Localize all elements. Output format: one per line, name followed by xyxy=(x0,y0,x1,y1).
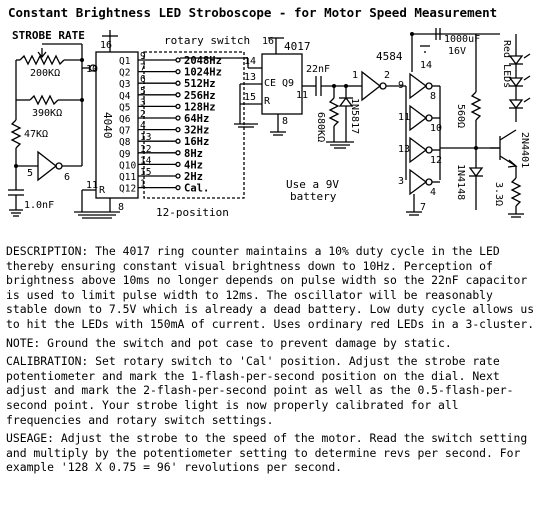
usage-paragraph: USEAGE: Adjust the strobe to the speed of the motor. Read the switch setting and multiply by the potentiometer setting to determine revs per second. For example '128 X 0.75 = 96' revolutions per second. xyxy=(6,431,528,475)
chip-4040-pin10: 10 xyxy=(86,64,99,75)
freq-label: 256Hz xyxy=(184,89,216,102)
chip-4017-ce: CE xyxy=(264,78,277,89)
pot-label: 200KΩ xyxy=(30,68,61,79)
description-text xyxy=(6,244,536,479)
q-label: Q2 xyxy=(119,67,131,79)
q-pin: 9 xyxy=(140,51,146,62)
switch-contact[interactable] xyxy=(176,104,180,108)
oscillator-inverter xyxy=(16,152,82,180)
buffer-gate xyxy=(410,74,426,98)
switch-contact[interactable] xyxy=(176,81,180,85)
freq-label: 128Hz xyxy=(184,101,216,114)
chip-4017-label: 4017 xyxy=(284,40,311,53)
buffer-in-pin: 13 xyxy=(398,144,411,155)
buffer-out-pin: 12 xyxy=(430,155,443,166)
buffer-pin14: 14 xyxy=(420,60,433,71)
q-pin: 5 xyxy=(140,85,146,97)
switch-contact[interactable] xyxy=(176,151,180,155)
chip-4040-outputs xyxy=(119,51,238,195)
battery-label-2: battery xyxy=(290,190,337,203)
freq-label: 16Hz xyxy=(184,136,210,149)
freq-label: 512Hz xyxy=(184,78,216,91)
resistor-560 xyxy=(472,34,480,148)
q-pin: 4 xyxy=(140,120,146,132)
inv2-pin-1: 1 xyxy=(352,70,359,81)
led-ray xyxy=(524,76,530,80)
buffer-out-pin: 8 xyxy=(430,91,437,102)
r390-label: 390KΩ xyxy=(32,108,63,119)
q-label: Q10 xyxy=(119,160,137,172)
q-pin: 1 xyxy=(140,178,146,190)
diode-1n4148 xyxy=(469,148,483,210)
chip-4040-r: R xyxy=(99,185,106,196)
buffer-gate xyxy=(410,170,426,194)
description-paragraph: DESCRIPTION: The 4017 ring counter maintains a 10% duty cycle in the LED thereby ensuring constant visual brightness down to 10Hz. Perception of brightness above 10ms no longer depends on pulse width so the 22nF capacitor is used to limit pulse width to 12ms. The oscillator will be reasonably stable down to 7.5V which is already a dead battery. Low duty cycle allows us to hit the LEDs with 150mA of current. Uses ordinary red LEDs in a 3-cluster. xyxy=(6,244,535,331)
capacitor-1nf xyxy=(8,190,24,216)
cap1000-label: 1000uF xyxy=(444,34,481,45)
switch-contact[interactable] xyxy=(176,139,180,143)
r3-label: 3.3Ω xyxy=(493,182,504,207)
freq-label: 2Hz xyxy=(184,171,203,183)
inv-pin-5: 5 xyxy=(27,168,34,179)
cap1-label: 1.0nF xyxy=(24,200,55,211)
position-label: 12-position xyxy=(156,206,229,219)
resistor-47k xyxy=(12,120,20,190)
led-ray xyxy=(524,54,530,58)
diode1-label: 1N5817 xyxy=(349,98,360,135)
chip-4017-pin14: 14 xyxy=(244,56,257,67)
buffer-gate xyxy=(410,138,426,162)
switch-contact[interactable] xyxy=(176,174,180,178)
switch-contact[interactable] xyxy=(176,58,180,62)
cap22-label: 22nF xyxy=(306,64,331,75)
chip-4040-pin16: 16 xyxy=(100,40,113,51)
led-icon xyxy=(510,100,522,108)
chip-4017-pin15: 15 xyxy=(244,92,257,103)
transistor-2n4401 xyxy=(490,130,516,167)
freq-label: 64Hz xyxy=(184,113,210,125)
q-pin: 7 xyxy=(140,62,146,74)
q-label: Q5 xyxy=(119,102,131,114)
freq-label: Cal. xyxy=(184,182,210,195)
page-title: Constant Brightness LED Stroboscope - for Motor Speed Measurement xyxy=(8,5,498,20)
switch-contact[interactable] xyxy=(176,186,180,190)
r47-label: 47KΩ xyxy=(24,129,49,140)
q-label: Q3 xyxy=(119,79,131,91)
buffer-out-pin: 10 xyxy=(430,123,443,134)
chip-4017-q9: Q9 xyxy=(282,78,295,89)
buffer-gate xyxy=(410,106,426,130)
chip-4017-pin11: 11 xyxy=(296,90,309,101)
buffer-in-pin: 11 xyxy=(398,112,411,123)
q-label: Q1 xyxy=(119,56,131,67)
freq-label: 4Hz xyxy=(184,159,203,172)
buffer-in-pin: 9 xyxy=(398,80,405,91)
q-label: Q6 xyxy=(119,114,131,125)
freq-label: 2048Hz xyxy=(184,55,222,67)
switch-contact[interactable] xyxy=(176,70,180,74)
chip-4017-pin13: 13 xyxy=(244,72,257,83)
q-pin: 13 xyxy=(140,132,152,144)
q-label: Q7 xyxy=(119,125,131,137)
strobe-rate-label: STROBE RATE xyxy=(12,29,85,42)
q-pin: 12 xyxy=(140,143,152,155)
q-pin: 14 xyxy=(140,155,152,167)
resistor-3r3 xyxy=(512,178,520,214)
v16-label: 16V xyxy=(448,46,467,57)
q-label: Q8 xyxy=(119,137,131,149)
r560-label: 560Ω xyxy=(455,104,466,129)
chip-4017-r: R xyxy=(264,96,271,107)
switch-contact[interactable] xyxy=(176,116,180,120)
diode2-label: 1N4148 xyxy=(455,164,466,201)
inv-pin-6: 6 xyxy=(64,172,71,183)
note-paragraph: NOTE: Ground the switch and pot case to prevent damage by static. xyxy=(6,335,452,350)
freq-label: 32Hz xyxy=(184,124,210,137)
buffer-out-pin: 4 xyxy=(430,187,437,198)
resistor-390k xyxy=(16,96,82,104)
freq-label: 1024Hz xyxy=(184,66,222,79)
switch-contact[interactable] xyxy=(176,162,180,166)
q-label: Q11 xyxy=(119,172,137,183)
q-label: Q12 xyxy=(119,183,137,195)
inv2-pin-2: 2 xyxy=(384,70,391,81)
strobe-rate-pot xyxy=(16,48,82,64)
q-pin: 15 xyxy=(140,167,152,178)
buffer-in-pin: 3 xyxy=(398,176,405,187)
resistor-680k xyxy=(330,86,338,142)
rotary-switch-label: rotary switch xyxy=(164,34,251,47)
q-label: Q4 xyxy=(119,90,131,102)
chip-4017-pin16: 16 xyxy=(262,36,275,47)
chip-4040-pin8: 8 xyxy=(118,202,125,213)
chip-4017-pin8: 8 xyxy=(282,116,289,127)
switch-contact[interactable] xyxy=(176,128,180,132)
q-pin: 6 xyxy=(140,74,146,86)
buffer-pin7: 7 xyxy=(420,202,427,213)
schematic xyxy=(0,0,540,240)
calibration-paragraph: CALIBRATION: Set rotary switch to 'Cal' position. Adjust the strobe rate potentiometer and mark the 1-flash-per-second position on the dial. Next adjust and mark the 2-flash-per-second point as well as the 0.5-flash-per-second point. Your strobe light is now properly calibrated for all frequencies and rotary switch settings. xyxy=(6,354,514,427)
chip-4040-pin11: 11 xyxy=(86,180,99,191)
chip-4040-label: 4040 xyxy=(101,112,114,139)
switch-contact[interactable] xyxy=(176,93,180,97)
q-label: Q9 xyxy=(119,148,131,160)
battery-label-1: Use a 9V xyxy=(286,178,339,191)
chip-4584-label: 4584 xyxy=(376,50,403,63)
led-ray xyxy=(524,98,530,102)
r680-label: 680KΩ xyxy=(315,112,326,143)
q-pin: 2 xyxy=(140,109,146,120)
transistor-label: 2N4401 xyxy=(519,132,530,169)
capacitor-22nf xyxy=(316,76,346,96)
freq-label: 8Hz xyxy=(184,147,203,160)
buffer-stack xyxy=(398,74,442,198)
q-pin: 3 xyxy=(140,97,146,109)
red-leds-label: Red LEDs xyxy=(501,40,512,89)
